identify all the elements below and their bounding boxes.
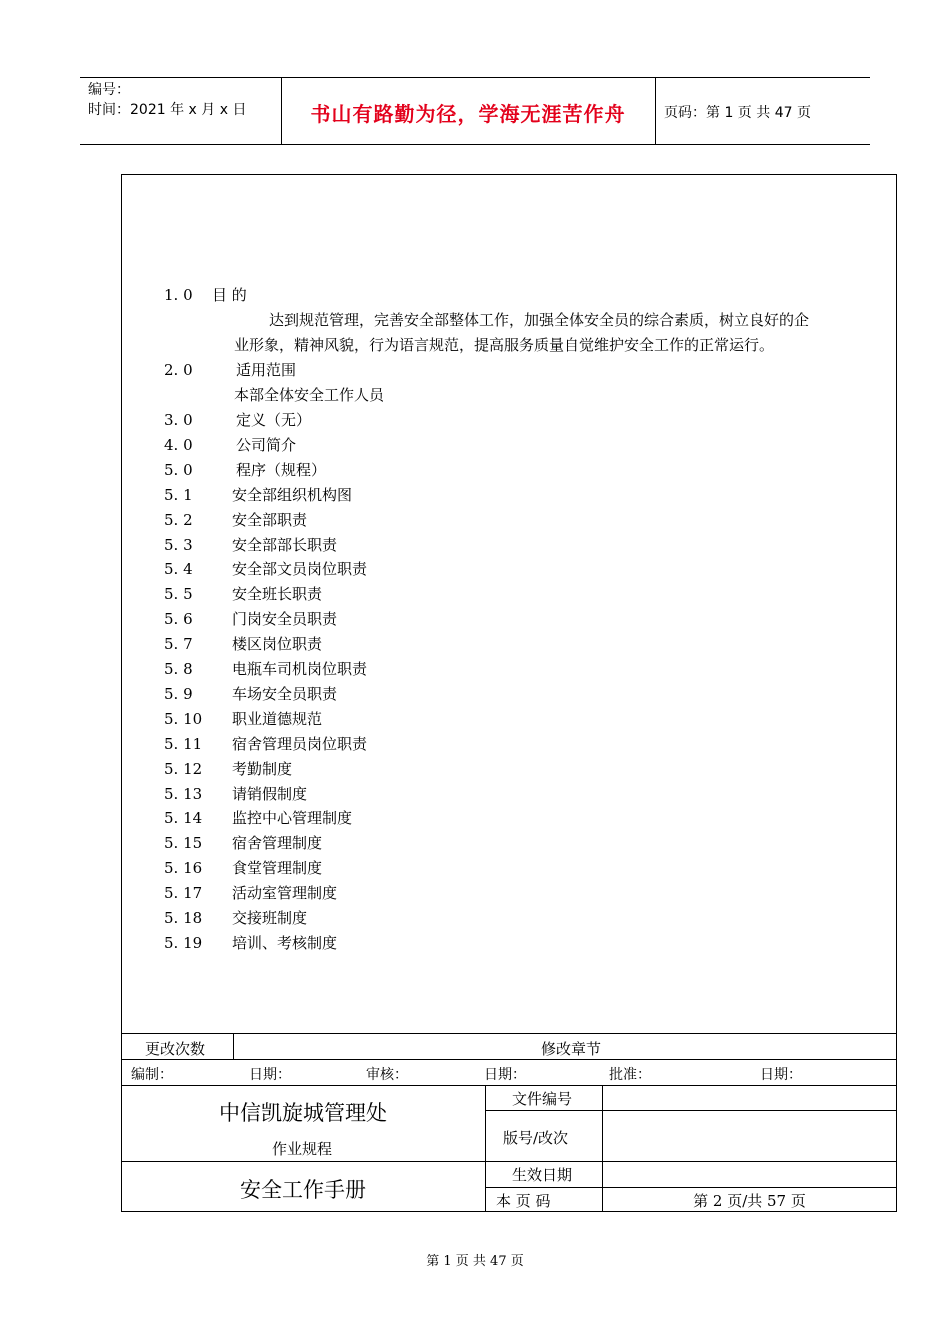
toc-number: 5. 15 — [164, 834, 203, 853]
frame-rule — [485, 1187, 897, 1188]
toc-number: 5. 12 — [164, 759, 203, 778]
toc-number: 5. 14 — [164, 809, 203, 828]
toc-title: 安全部组织机构图 — [232, 485, 353, 504]
toc-number: 5. 8 — [164, 660, 193, 678]
toc-number: 5. 1 — [164, 485, 193, 504]
toc-number: 5. 16 — [164, 859, 203, 878]
header-page-info: 页码：第 1 页 共 47 页 — [664, 105, 811, 121]
frame-rule — [121, 1085, 897, 1086]
reviewed-by-label: 审核： — [366, 1067, 408, 1083]
toc-title: 交接班制度 — [232, 909, 308, 927]
header-top-rule — [80, 77, 870, 78]
file-number-label: 文件编号 — [512, 1090, 573, 1108]
toc-number: 1. 0 — [164, 286, 193, 304]
toc-number: 5. 18 — [164, 909, 203, 927]
scope-text: 本部全体安全工作人员 — [234, 386, 385, 404]
toc-title: 安全部文员岗位职责 — [232, 560, 368, 579]
document-number-label: 编号： — [88, 82, 130, 98]
manual-title: 安全工作手册 — [240, 1178, 366, 1202]
toc-number: 5. 4 — [164, 560, 193, 579]
toc-number: 5. 0 — [164, 460, 193, 479]
page-number-value: 第 2 页/共 57 页 — [693, 1192, 806, 1210]
frame-rule — [121, 1033, 897, 1034]
toc-title: 请销假制度 — [232, 784, 308, 803]
header-bottom-rule — [80, 144, 870, 145]
header-meta — [88, 80, 246, 120]
effective-date-label: 生效日期 — [512, 1166, 573, 1184]
toc-title: 职业道德规范 — [232, 709, 323, 728]
toc-number: 4. 0 — [164, 435, 193, 454]
toc-number: 5. 11 — [164, 734, 203, 753]
toc-title: 宿舍管理员岗位职责 — [232, 734, 368, 753]
toc-title: 监控中心管理制度 — [232, 809, 353, 828]
document-type: 作业规程 — [272, 1140, 333, 1158]
header-divider — [655, 77, 656, 144]
toc-number: 5. 17 — [164, 884, 203, 903]
toc-title: 活动室管理制度 — [232, 884, 338, 903]
toc-title: 适用范围 — [236, 361, 297, 379]
toc-number: 5. 13 — [164, 784, 203, 803]
frame-rule — [121, 1161, 897, 1162]
document-time: 时间：2021 年 x 月 x 日 — [88, 102, 247, 118]
toc-number: 5. 10 — [164, 709, 203, 728]
toc-number: 5. 6 — [164, 610, 193, 629]
toc-title: 门岗安全员职责 — [232, 610, 338, 629]
frame-rule — [485, 1110, 897, 1111]
revision-count-label: 更改次数 — [145, 1040, 206, 1058]
frame-divider — [485, 1085, 486, 1212]
toc-number: 5. 5 — [164, 585, 193, 604]
toc-title: 程序（规程） — [236, 460, 327, 479]
toc-title: 电瓶车司机岗位职责 — [232, 660, 368, 678]
purpose-line: 达到规范管理，完善安全部整体工作，加强全体安全员的综合素质，树立良好的企 — [269, 311, 810, 329]
date-label: 日期： — [249, 1067, 291, 1083]
revision-section-label: 修改章节 — [541, 1040, 602, 1058]
date-label: 日期： — [484, 1067, 526, 1083]
purpose-line: 业形象，精神风貌，行为语言规范，提高服务质量自觉维护安全工作的正常运行。 — [234, 336, 775, 354]
header-motto: 书山有路勤为径，学海无涯苦作舟 — [310, 102, 626, 126]
compiled-by-label: 编制： — [131, 1067, 173, 1083]
page-number-label: 本 页 码 — [496, 1192, 551, 1210]
toc-title: 安全班长职责 — [232, 585, 323, 604]
toc-title: 楼区岗位职责 — [232, 635, 323, 654]
toc-number: 3. 0 — [164, 411, 193, 429]
toc-number: 2. 0 — [164, 361, 193, 379]
approved-by-label: 批准： — [609, 1067, 651, 1083]
toc-number: 5. 2 — [164, 510, 193, 529]
version-label: 版号/改次 — [503, 1129, 569, 1147]
toc-title: 公司简介 — [236, 435, 297, 454]
page-footer: 第 1 页 共 47 页 — [426, 1254, 524, 1269]
toc-title: 定义（无） — [236, 411, 312, 429]
toc-title: 安全部部长职责 — [232, 535, 338, 554]
toc-title: 食堂管理制度 — [232, 859, 323, 878]
toc-number: 5. 7 — [164, 635, 193, 654]
toc-title: 培训、考核制度 — [232, 933, 338, 952]
toc-number: 5. 9 — [164, 684, 193, 703]
toc-title: 安全部职责 — [232, 510, 308, 529]
toc-number: 5. 19 — [164, 933, 203, 952]
date-label: 日期： — [760, 1067, 802, 1083]
toc-number: 5. 3 — [164, 535, 193, 554]
toc-title: 宿舍管理制度 — [232, 834, 323, 853]
frame-rule — [121, 1059, 897, 1060]
toc-title: 考勤制度 — [232, 759, 293, 778]
frame-divider — [233, 1033, 234, 1059]
purpose-paragraph — [234, 308, 884, 358]
toc-title: 目 的 — [212, 286, 247, 304]
organization-name: 中信凯旋城管理处 — [219, 1101, 387, 1125]
toc-title: 车场安全员职责 — [232, 684, 338, 703]
